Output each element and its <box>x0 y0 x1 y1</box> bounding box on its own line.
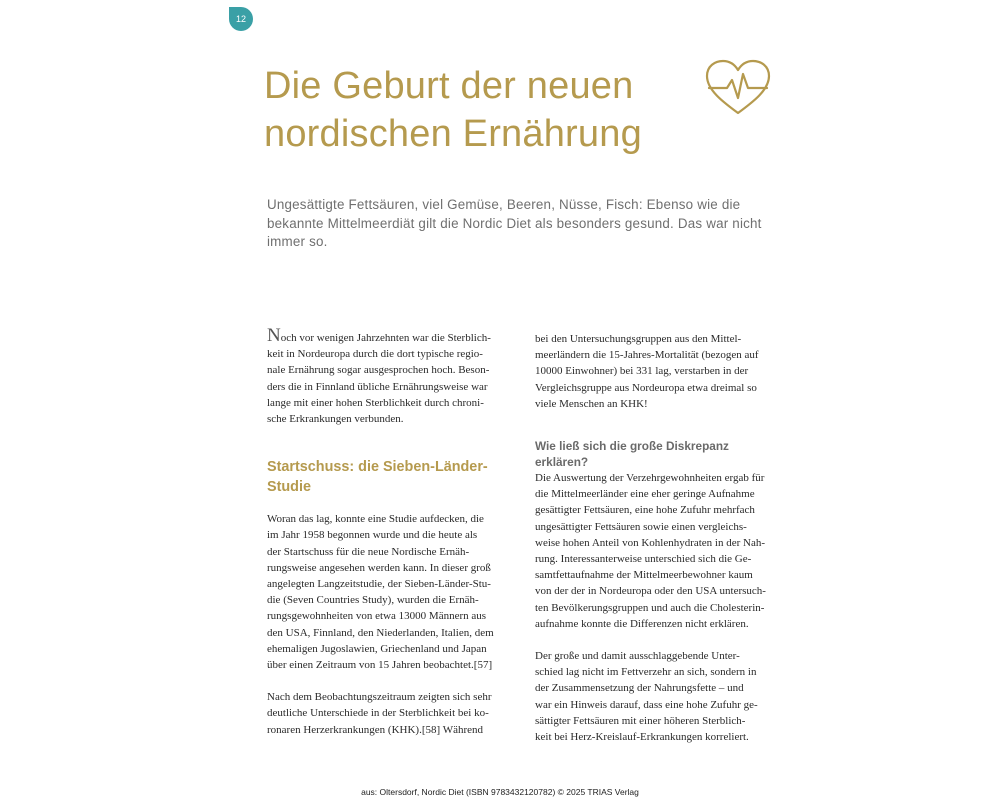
text-line: den USA, Finnland, den Niederlanden, Italien, dem <box>267 626 494 639</box>
text-line: die Mittelmeerländer eine eher geringe Aufnahme <box>535 488 755 501</box>
text-line: die (Seven Countries Study), wurden die Ernäh- <box>267 594 479 607</box>
text-line: ders die in Finnland übliche Ernährungsweise war <box>267 380 488 393</box>
text-line: sättigter Fettsäuren mit einer höheren Sterblich- <box>535 714 746 727</box>
text-line: ten Bevölkerungsgruppen und auch die Cholesterin- <box>535 601 765 614</box>
heading-line: Startschuss: die Sieben-Länder- <box>267 459 488 476</box>
text-line: ungesättigter Fettsäuren sowie einen vergleichs- <box>535 520 747 533</box>
question-heading: Wie ließ sich die große Diskrepanz erklären? <box>535 439 729 470</box>
text-line: nale Ernährung sogar ausgesprochen hoch. Beson- <box>267 364 490 377</box>
text-line: der Startschuss für die neue Nordische Ernäh- <box>267 545 470 558</box>
results-paragraph <box>267 689 507 738</box>
page-title <box>264 62 724 158</box>
title-line: nordischen Ernährung <box>264 113 642 155</box>
text-line: ehemaligen Jugoslawien, Griechenland und Japan <box>267 642 487 655</box>
text-line: über einen Zeitraum von 15 Jahren beobachtet.[57] <box>267 659 493 672</box>
text-line: war ein Hinweis darauf, dass eine hohe Zufuhr ge- <box>535 698 758 711</box>
left-column <box>267 325 507 738</box>
text-line: rungsgewohnheiten von etwa 13000 Männern aus <box>267 610 487 623</box>
drop-cap: N <box>267 325 281 346</box>
heading-line: Studie <box>267 479 311 496</box>
text-line: meerländern die 15-Jahres-Mortalität (bezogen auf <box>535 349 759 362</box>
lead-line: Ungesättigte Fettsäuren, viel Gemüse, Beeren, Nüsse, Fisch: Ebenso wie die <box>267 197 741 212</box>
text-line: viele Menschen an KHK! <box>535 397 648 410</box>
text-line: angelegten Langzeitstudie, der Sieben-Länder-Stu- <box>267 578 491 591</box>
right-column <box>535 331 775 745</box>
lead-line: immer so. <box>267 234 328 249</box>
lead-paragraph <box>267 196 777 252</box>
text-line: Woran das lag, konnte eine Studie aufdecken, die <box>267 513 484 526</box>
lead-line: bekannte Mittelmeerdiät gilt die Nordic Diet als besonders gesund. Das war nicht <box>267 215 762 231</box>
text-line: im Jahr 1958 begonnen wurde und die heute als <box>267 529 478 542</box>
text-line: keit in Nordeuropa durch die dort typische regio- <box>267 348 483 361</box>
source-footer: aus: Oltersdorf, Nordic Diet (ISBN 9783432120782) © 2025 TRIAS Verlag <box>361 787 639 797</box>
text-line: ronaren Herzerkrankungen (KHK).[58] Während <box>267 723 484 736</box>
text-line: Vergleichsgruppe aus Nordeuropa etwa dreimal so <box>535 381 757 394</box>
intro-paragraph <box>267 325 507 427</box>
text-line: rung. Interessanterweise unterschied sich die Ge- <box>535 553 752 566</box>
heart-pulse-icon <box>703 58 773 118</box>
title-line: Die Geburt der neuen <box>264 65 634 107</box>
page-number-badge: 12 <box>229 7 253 31</box>
text-line: bei den Untersuchungsgruppen aus den Mittel- <box>535 333 742 345</box>
section-heading <box>267 457 507 497</box>
text-line: lange mit einer hohen Sterblichkeit durch chroni- <box>267 396 484 409</box>
text-line: von der der in Nordeuropa oder den USA untersuch- <box>535 585 766 598</box>
text-line: aufnahme konnte die Differenzen nicht erklären. <box>535 617 749 630</box>
analysis-paragraph <box>535 470 775 632</box>
text-line: 10000 Einwohner) bei 331 lag, verstarben in der <box>535 365 749 378</box>
text-line: och vor wenigen Jahrzehnten war die Sterblich- <box>280 332 491 344</box>
continuation-paragraph <box>535 331 775 412</box>
text-line: deutliche Unterschiede in der Sterblichkeit bei ko- <box>267 707 489 720</box>
text-line: keit bei Herz-Kreislauf-Erkrankungen korreliert. <box>535 731 749 744</box>
text-line: Die Auswertung der Verzehrgewohnheiten ergab für <box>535 472 765 485</box>
text-line: Nach dem Beobachtungszeitraum zeigten sich sehr <box>267 691 492 704</box>
text-line: weise hohen Anteil von Kohlenhydraten in der Nah- <box>535 536 766 549</box>
text-line: Der große und damit ausschlaggebende Unter- <box>535 650 740 663</box>
text-line: rungsweise angesehen werden kann. In dieser groß <box>267 561 491 574</box>
text-line: samtfettaufnahme der Mittelmeerbewohner kaum <box>535 569 753 582</box>
text-line: der Zusammensetzung der Nahrungsfette – und <box>535 682 744 695</box>
text-line: schied lag nicht im Fettverzehr an sich, sondern in <box>535 666 757 679</box>
text-line: gesättigter Fettsäuren, eine hohe Zufuhr mehrfach <box>535 504 755 517</box>
conclusion-paragraph <box>535 648 775 745</box>
study-paragraph <box>267 511 507 673</box>
text-line: sche Erkrankungen verbunden. <box>267 413 404 426</box>
